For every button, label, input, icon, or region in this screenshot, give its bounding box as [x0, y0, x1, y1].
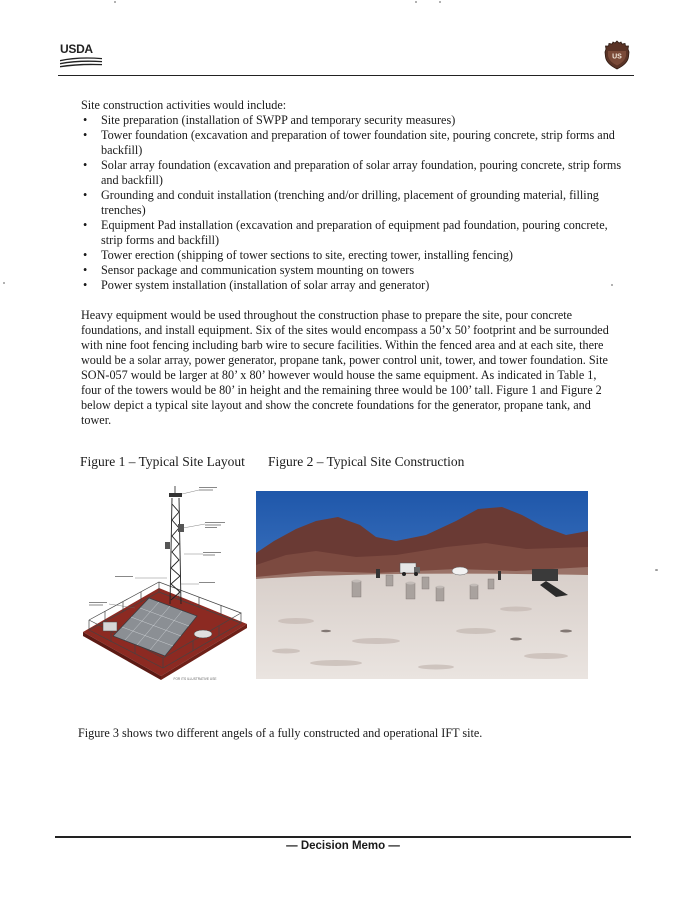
activity-list — [81, 113, 626, 293]
footer-title: — Decision Memo — — [286, 840, 400, 852]
scan-mark — [114, 1, 116, 3]
list-item: • Sensor package and communication system mounting on towers — [83, 263, 415, 277]
bullet-icon: • — [83, 218, 88, 232]
scan-mark — [415, 1, 417, 3]
list-item: • Power system installation (installation of solar array and generator) — [83, 278, 430, 292]
scan-mark — [3, 282, 5, 284]
figure-1-caption: Figure 1 – Typical Site Layout — [80, 454, 245, 469]
figure-1-site-layout-drawing — [75, 484, 250, 684]
list-item: • Equipment Pad installation (excavation and preparation of equipment pad foundation, pouring concrete, strip forms and backfill) — [83, 218, 608, 247]
figure-3-text: Figure 3 shows two different angels of a fully constructed and operational IFT site. — [78, 726, 483, 740]
usda-logo-text: USDA — [60, 42, 93, 56]
bullet-icon: • — [83, 113, 88, 127]
footer-rule — [55, 836, 631, 838]
list-item: • Tower foundation (excavation and preparation of tower foundation site, pouring concrete, strip forms and backfill) — [83, 128, 615, 157]
usda-logo — [60, 43, 102, 69]
list-item: • Site preparation (installation of SWPP and temporary security measures) — [83, 113, 456, 127]
bullet-icon: • — [83, 278, 88, 292]
usda-swoosh-icon — [60, 56, 102, 68]
list-item: • Grounding and conduit installation (trenching and/or drilling, placement of grounding material, filling trenches) — [83, 188, 599, 217]
bullet-icon: • — [83, 188, 88, 202]
figure-2-construction-photo — [256, 491, 588, 679]
bullet-icon: • — [83, 128, 88, 142]
list-item: • Solar array foundation (excavation and preparation of solar array foundation, pouring concrete, strip forms and backfill) — [83, 158, 622, 187]
construction-paragraph: Heavy equipment would be used throughout the construction phase to prepare the site, pour concrete foundations, and install equipment. Six of the sites would encompass a 50’x 50’ footprint and be surrounded with nine foot fencing including barb wire to secure facilities. Within the fenced area and at each site, there would be a solar array, power generator, propane tank, power control unit, tower, and tower foundation. Site SON-057 would be larger at 80’ x 80’ however would house the same equipment. As indicated in Table 1, four of the towers would be 80’ in height and the remaining three would be 100’ tall. Figure 1 and Figure 2 below depict a typical site layout and show the concrete foundations for the generator, propane tank, and tower. — [81, 308, 609, 427]
intro-text: Site construction activities would include: — [81, 98, 287, 112]
bullet-icon: • — [83, 158, 88, 172]
header-rule — [58, 75, 634, 76]
figure-2-caption: Figure 2 – Typical Site Construction — [268, 454, 465, 469]
bullet-icon: • — [83, 263, 88, 277]
forest-service-shield-logo — [604, 40, 630, 70]
scan-mark — [439, 1, 441, 3]
list-item: • Tower erection (shipping of tower sections to site, erecting tower, installing fencing) — [83, 248, 513, 262]
scan-mark — [655, 569, 658, 571]
bullet-icon: • — [83, 248, 88, 262]
svg-text:US: US — [612, 53, 622, 61]
svg-text:FOR ITS ILLUSTRATIVE USE: FOR ITS ILLUSTRATIVE USE — [173, 677, 217, 681]
